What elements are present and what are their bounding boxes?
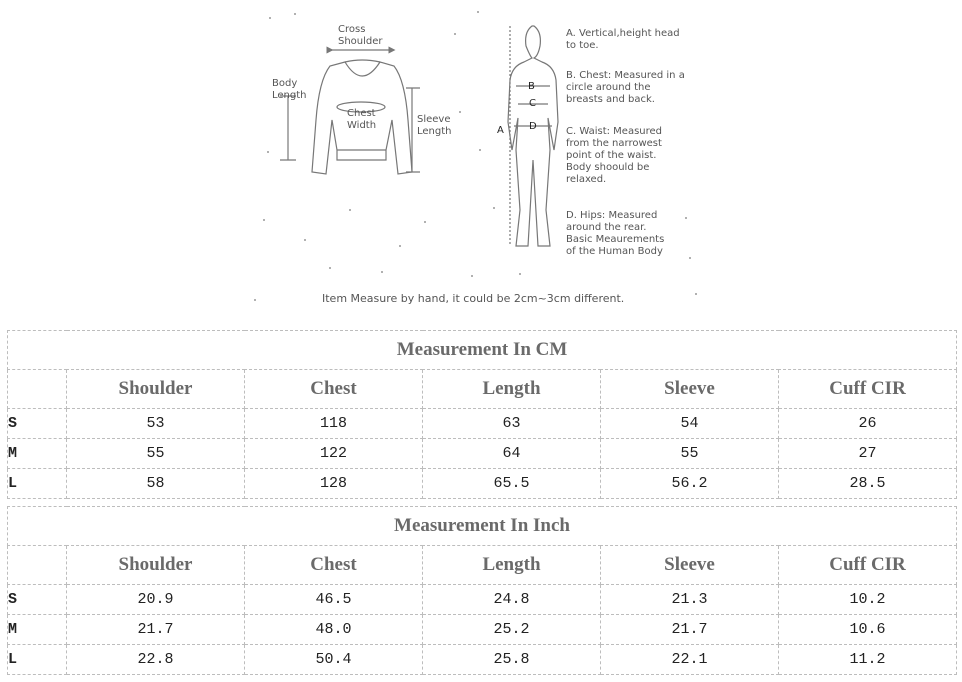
value-cell: 50.4: [245, 645, 423, 675]
size-label: M: [8, 615, 67, 645]
marker-b: B: [528, 81, 535, 92]
value-cell: 128: [245, 469, 423, 499]
col-header-shoulder: Shoulder: [67, 370, 245, 409]
corner-cell: [8, 546, 67, 585]
value-cell: 53: [67, 409, 245, 439]
measurement-diagram: [0, 0, 962, 318]
size-label: M: [8, 439, 67, 469]
inch-table-title: Measurement In Inch: [8, 507, 957, 546]
cm-header-row: [8, 370, 957, 409]
value-cell: 22.1: [601, 645, 779, 675]
value-cell: 20.9: [67, 585, 245, 615]
size-label: L: [8, 469, 67, 499]
value-cell: 54: [601, 409, 779, 439]
cross-shoulder-label: Cross Shoulder: [338, 24, 383, 47]
body-figure: [508, 26, 558, 246]
value-cell: 26: [779, 409, 957, 439]
col-header-sleeve: Sleeve: [601, 370, 779, 409]
table-row: [8, 439, 957, 469]
value-cell: 122: [245, 439, 423, 469]
col-header-sleeve: Sleeve: [601, 546, 779, 585]
chest-width-label: Chest Width: [347, 108, 377, 131]
inch-header-row: [8, 546, 957, 585]
value-cell: 27: [779, 439, 957, 469]
table-row: [8, 645, 957, 675]
value-cell: 55: [67, 439, 245, 469]
col-header-cuff-cir: Cuff CIR: [779, 370, 957, 409]
sleeve-length-label: Sleeve Length: [417, 114, 452, 137]
value-cell: 56.2: [601, 469, 779, 499]
inch-table: [7, 506, 957, 675]
value-cell: 25.8: [423, 645, 601, 675]
value-cell: 118: [245, 409, 423, 439]
inch-title-row: [8, 507, 957, 546]
col-header-chest: Chest: [245, 370, 423, 409]
corner-cell: [8, 370, 67, 409]
value-cell: 64: [423, 439, 601, 469]
marker-c: C: [529, 98, 536, 109]
col-header-shoulder: Shoulder: [67, 546, 245, 585]
marker-d: D: [529, 121, 537, 132]
cm-table-title: Measurement In CM: [8, 331, 957, 370]
col-header-length: Length: [423, 370, 601, 409]
value-cell: 28.5: [779, 469, 957, 499]
value-cell: 24.8: [423, 585, 601, 615]
col-header-cuff-cir: Cuff CIR: [779, 546, 957, 585]
measure-note: Item Measure by hand, it could be 2cm~3cm different.: [322, 292, 625, 305]
value-cell: 58: [67, 469, 245, 499]
value-cell: 63: [423, 409, 601, 439]
value-cell: 21.3: [601, 585, 779, 615]
table-row: [8, 469, 957, 499]
size-label: L: [8, 645, 67, 675]
legend-b: B. Chest: Measured in a circle around the breasts and back.: [566, 70, 685, 105]
size-label: S: [8, 585, 67, 615]
table-row: [8, 615, 957, 645]
body-length-label: Body Length: [272, 78, 307, 101]
table-row: [8, 409, 957, 439]
value-cell: 46.5: [245, 585, 423, 615]
cm-title-row: [8, 331, 957, 370]
size-guide-illustration: [0, 0, 962, 318]
legend-d: D. Hips: Measured around the rear. Basic Meaurements of the Human Body: [566, 210, 665, 257]
col-header-chest: Chest: [245, 546, 423, 585]
value-cell: 11.2: [779, 645, 957, 675]
legend-c: C. Waist: Measured from the narrowest point of the waist. Body shoould be relaxed.: [566, 126, 663, 185]
value-cell: 22.8: [67, 645, 245, 675]
value-cell: 21.7: [601, 615, 779, 645]
legend-a: A. Vertical,height head to toe.: [566, 28, 680, 51]
cm-table: [7, 330, 957, 499]
value-cell: 10.6: [779, 615, 957, 645]
value-cell: 48.0: [245, 615, 423, 645]
value-cell: 10.2: [779, 585, 957, 615]
value-cell: 25.2: [423, 615, 601, 645]
table-row: [8, 585, 957, 615]
value-cell: 65.5: [423, 469, 601, 499]
col-header-length: Length: [423, 546, 601, 585]
value-cell: 21.7: [67, 615, 245, 645]
size-label: S: [8, 409, 67, 439]
value-cell: 55: [601, 439, 779, 469]
marker-a: A: [497, 125, 504, 136]
